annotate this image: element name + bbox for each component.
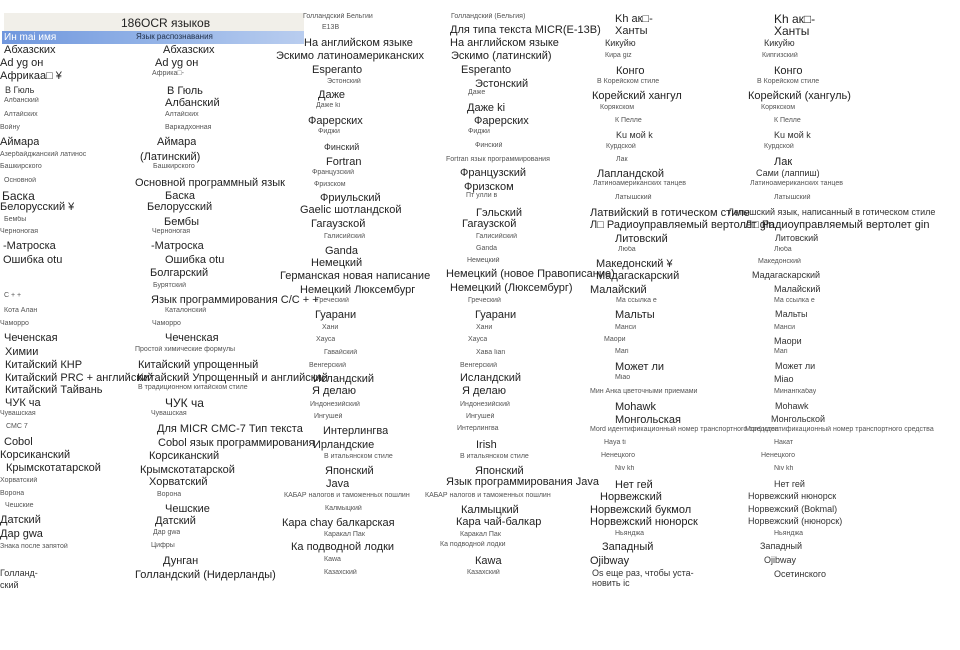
language-item[interactable]: Бембы: [164, 216, 199, 228]
language-item[interactable]: Даже: [318, 89, 346, 101]
language-item[interactable]: Конго: [616, 65, 645, 77]
language-item[interactable]: Норвежский (Bokmal): [748, 504, 838, 514]
language-item[interactable]: ЧУК ча: [5, 397, 41, 409]
language-item[interactable]: Гэльский: [476, 207, 523, 219]
language-item[interactable]: К Пелле: [615, 117, 642, 124]
language-item[interactable]: Западный: [760, 541, 803, 551]
language-item[interactable]: Мальты: [615, 309, 655, 321]
language-item[interactable]: Irish: [476, 439, 497, 451]
language-item[interactable]: Курдской: [764, 143, 794, 150]
language-item[interactable]: Кара чай-балкар: [456, 516, 542, 528]
language-item[interactable]: Кawa: [475, 555, 502, 567]
language-item[interactable]: Аймара: [157, 136, 197, 148]
language-item[interactable]: Haya ti: [604, 439, 626, 446]
language-item[interactable]: Немецкий (новое Правописание): [446, 268, 615, 280]
language-item[interactable]: Ошибка otu: [165, 254, 225, 266]
language-item[interactable]: Фриульский: [320, 192, 381, 204]
language-item[interactable]: Фиджи: [468, 128, 490, 135]
language-item[interactable]: Дунган: [163, 555, 199, 567]
language-item[interactable]: Cobol: [4, 436, 33, 448]
language-item[interactable]: Малайский: [590, 284, 647, 296]
language-item[interactable]: Азербайджанский латинос: [0, 151, 87, 158]
language-item[interactable]: Mari: [615, 348, 629, 355]
language-item[interactable]: Гуарани: [315, 309, 357, 321]
language-item[interactable]: Фарерских: [308, 115, 363, 127]
language-item[interactable]: Монгольская: [615, 414, 681, 426]
language-item[interactable]: Нет гей: [615, 479, 653, 491]
language-item[interactable]: Германская новая написание: [280, 270, 431, 282]
language-item[interactable]: Ингушей: [466, 413, 495, 420]
list-title: 186OCR языков: [121, 16, 211, 30]
language-item[interactable]: Ganda: [476, 245, 498, 252]
language-item[interactable]: Даже ki: [467, 102, 506, 114]
language-item[interactable]: Ма ссылка е: [774, 297, 815, 304]
language-column-1: [0, 0, 154, 650]
language-item[interactable]: Мадагаскарский: [752, 270, 821, 280]
language-item[interactable]: Простой химические формулы: [135, 346, 236, 353]
language-item[interactable]: Немецкий (Люксембург): [450, 282, 573, 294]
language-item[interactable]: Кикуйю: [764, 38, 795, 48]
language-item[interactable]: Бембы: [4, 216, 27, 223]
language-item[interactable]: Ворона: [157, 491, 182, 498]
language-item[interactable]: Ganda: [325, 245, 359, 257]
language-item[interactable]: Лак: [774, 156, 793, 168]
language-item[interactable]: Черноногая: [152, 228, 191, 235]
language-item[interactable]: Литовский: [615, 233, 668, 245]
language-item[interactable]: Македонский: [758, 258, 801, 265]
language-item[interactable]: Niv kh: [774, 465, 794, 472]
language-item[interactable]: Алтайских: [165, 111, 199, 118]
language-item[interactable]: Ненецкого: [601, 452, 636, 459]
language-item[interactable]: Os еще раз, чтобы уста-: [592, 568, 694, 578]
language-item[interactable]: Эстонский: [475, 78, 529, 90]
language-item[interactable]: Норвежский нюнорск: [590, 516, 698, 528]
language-item[interactable]: Латышский: [615, 194, 652, 201]
language-item[interactable]: Корейский (хангуль): [748, 90, 851, 102]
language-item[interactable]: В традиционном китайском стиле: [138, 384, 248, 391]
language-item[interactable]: Хауса: [316, 336, 336, 343]
language-item[interactable]: Чувашская: [151, 410, 187, 417]
language-item[interactable]: Японский: [475, 465, 524, 477]
language-item[interactable]: Корейский хангул: [592, 90, 682, 102]
language-item[interactable]: Ингушей: [314, 413, 343, 420]
language-item[interactable]: Kh ак□-: [774, 13, 816, 26]
language-item[interactable]: Французский: [312, 169, 354, 176]
language-item[interactable]: Гуарани: [475, 309, 517, 321]
language-item[interactable]: Кawa: [324, 556, 341, 563]
language-item[interactable]: Даже: [468, 89, 486, 96]
language-item[interactable]: Китайский КНР: [5, 359, 83, 371]
language-item[interactable]: Абхазских: [163, 44, 215, 56]
language-item[interactable]: Хани: [476, 324, 493, 331]
language-item[interactable]: Латышский: [774, 194, 811, 201]
language-item[interactable]: Miao: [615, 374, 631, 381]
language-item[interactable]: Я делаю: [312, 385, 356, 397]
language-item[interactable]: Хани: [322, 324, 339, 331]
language-item[interactable]: Сами (лаппиш): [756, 168, 820, 178]
language-item[interactable]: Чешские: [5, 502, 34, 509]
language-item[interactable]: Голландский Бельгии: [303, 13, 373, 20]
language-item[interactable]: Македонский ¥: [596, 258, 673, 270]
language-column-3: [276, 0, 431, 650]
language-item[interactable]: Знака после запятой: [0, 543, 68, 550]
language-item[interactable]: Китайский Тайвань: [5, 384, 103, 396]
language-item[interactable]: Венгерский: [460, 362, 497, 369]
language-item[interactable]: Крымскотатарской: [140, 464, 235, 476]
language-item[interactable]: Лапландской: [597, 168, 665, 180]
language-item[interactable]: Java: [326, 478, 350, 490]
language-item[interactable]: Алтайских: [4, 111, 38, 118]
language-item[interactable]: Кипгизский: [762, 52, 798, 59]
language-item[interactable]: Фарерских: [474, 115, 529, 127]
language-item[interactable]: Чеченская: [165, 332, 219, 344]
language-item[interactable]: Ньянджа: [774, 530, 804, 537]
language-item[interactable]: Галисийский: [324, 233, 365, 240]
language-item[interactable]: Войну: [0, 124, 20, 131]
language-item[interactable]: Fortran язык программирования: [446, 156, 550, 163]
language-item[interactable]: CMC 7: [6, 423, 28, 430]
language-item[interactable]: Хава Iian: [476, 349, 506, 356]
language-item[interactable]: Нет гей: [774, 479, 805, 489]
language-item[interactable]: Индонезийский: [310, 401, 360, 408]
language-item[interactable]: В Гюль: [167, 85, 203, 97]
language-item[interactable]: Баска: [2, 190, 35, 203]
language-item[interactable]: Cobol язык программирования: [158, 437, 315, 449]
language-item[interactable]: новить ic: [592, 578, 630, 588]
language-item[interactable]: Fortran: [326, 156, 362, 168]
language-item[interactable]: Дар gwa: [0, 528, 43, 540]
language-item[interactable]: Греческий: [468, 297, 501, 304]
language-item[interactable]: Эстонский: [327, 78, 361, 85]
language-item[interactable]: Ханты: [774, 25, 810, 38]
language-item[interactable]: Л□ Радиоуправляемый вертолет gin: [745, 219, 930, 231]
language-item[interactable]: ский: [0, 580, 19, 590]
language-item[interactable]: Гагаузской: [462, 218, 517, 230]
language-item[interactable]: Корсиканский: [0, 449, 71, 461]
language-item[interactable]: Норвежский букмол: [590, 504, 692, 516]
language-item[interactable]: Галисийский: [476, 233, 517, 240]
language-item[interactable]: Esperanto: [461, 64, 512, 76]
language-item[interactable]: Ad yg он: [0, 57, 44, 69]
language-item[interactable]: КАБАР налогов и таможенных пошлин: [284, 492, 410, 499]
language-item[interactable]: Для MICR CMC-7 Тип текста: [157, 423, 303, 435]
language-item[interactable]: Фризском: [464, 181, 514, 193]
language-item[interactable]: Кара chay балкарская: [282, 517, 395, 529]
language-item[interactable]: Башкирского: [153, 163, 195, 170]
language-item[interactable]: Малайский: [774, 284, 821, 294]
language-item[interactable]: Mohawk: [775, 401, 809, 411]
language-item[interactable]: Язык программирования C/C + +: [151, 294, 319, 306]
language-item[interactable]: Хорватский: [149, 476, 208, 488]
language-item[interactable]: Mord идентификационный номер транспортного средства: [590, 426, 779, 433]
language-item[interactable]: Китайский PRC + английский: [5, 372, 154, 384]
language-item[interactable]: Ма ссылка е: [616, 297, 657, 304]
language-item[interactable]: Финский: [324, 142, 360, 152]
language-item[interactable]: Miao: [774, 374, 794, 384]
selected-row-name[interactable]: Ин mai имя: [4, 32, 57, 43]
language-item[interactable]: Монгольской: [771, 414, 825, 424]
language-item[interactable]: Эскимо латиноамериканских: [276, 50, 425, 62]
language-item[interactable]: Чаморро: [0, 320, 29, 327]
language-item[interactable]: Исландский: [313, 373, 375, 385]
language-item[interactable]: Для типа текста MICR(E-13B): [450, 24, 601, 36]
language-item[interactable]: Манси: [774, 324, 796, 331]
language-item[interactable]: E13B: [322, 24, 340, 31]
language-item[interactable]: Минангкабау: [774, 388, 817, 395]
language-item[interactable]: Индонезийский: [460, 401, 510, 408]
language-item[interactable]: Белорусский ¥: [0, 201, 75, 213]
language-item[interactable]: Основной программный язык: [135, 177, 285, 189]
language-item[interactable]: Хорватский: [0, 477, 38, 484]
language-item[interactable]: Kh ак□-: [615, 13, 653, 25]
language-item[interactable]: Я делаю: [462, 385, 506, 397]
language-item[interactable]: Niv kh: [615, 465, 635, 472]
language-item[interactable]: Японский: [325, 465, 374, 477]
language-item[interactable]: Язык программирования Java: [446, 476, 600, 488]
language-item[interactable]: Кира giz: [605, 52, 632, 59]
language-item[interactable]: Ojibway: [764, 555, 797, 565]
language-item[interactable]: Ad yg он: [155, 57, 199, 69]
language-item[interactable]: В итальянском стиле: [324, 453, 393, 460]
language-column-5: [590, 0, 779, 650]
language-item[interactable]: Албанский: [165, 97, 220, 109]
language-item[interactable]: Корякском: [600, 104, 635, 111]
language-item[interactable]: Абхазских: [4, 44, 56, 56]
language-item[interactable]: Даже ki: [316, 102, 341, 109]
language-item[interactable]: Крымскотатарской: [6, 462, 101, 474]
language-item[interactable]: Фиджи: [318, 128, 340, 135]
language-item[interactable]: Осетинского: [774, 569, 826, 579]
language-item[interactable]: -Матроска: [151, 240, 204, 252]
language-item[interactable]: Mord идентификационный номер транспортного средства: [745, 426, 934, 433]
language-item[interactable]: Баска: [165, 190, 196, 202]
language-item[interactable]: Датский: [155, 515, 196, 527]
selected-row-language[interactable]: Язык распознавания: [136, 32, 213, 41]
language-item[interactable]: Чувашская: [0, 410, 36, 417]
language-item[interactable]: Ворона: [0, 490, 25, 497]
language-item[interactable]: Может ли: [775, 361, 816, 371]
language-item[interactable]: Мадагаскарский: [596, 270, 680, 282]
language-item[interactable]: Ка подводной лодки: [440, 541, 506, 548]
language-item[interactable]: C + +: [4, 292, 22, 299]
language-item[interactable]: Интерлингва: [457, 425, 499, 432]
language-item[interactable]: Эскимо (латинский): [451, 50, 552, 62]
language-item[interactable]: Гагаузской: [311, 218, 366, 230]
language-item[interactable]: Маори: [604, 336, 626, 343]
language-item[interactable]: Варкадхонная: [165, 124, 212, 131]
language-item[interactable]: Африкаа□ ¥: [0, 70, 62, 82]
language-item[interactable]: Манси: [615, 324, 637, 331]
language-item[interactable]: Литовский: [775, 233, 819, 243]
language-item[interactable]: Китайский Упрощенный и английский: [137, 372, 328, 384]
language-item[interactable]: Цифры: [151, 542, 175, 549]
language-item[interactable]: Китайский упрощенный: [138, 359, 259, 371]
language-item[interactable]: -Матроска: [3, 240, 56, 252]
language-item[interactable]: Кота Алан: [4, 307, 38, 314]
language-item[interactable]: ЧУК ча: [165, 397, 204, 410]
language-item[interactable]: Немецкий: [467, 257, 500, 264]
language-item[interactable]: На английском языке: [450, 37, 559, 49]
language-item[interactable]: Чешские: [165, 503, 210, 515]
language-item[interactable]: Маори: [774, 336, 802, 346]
language-item[interactable]: Голландский (Бельгия): [451, 13, 526, 20]
language-item[interactable]: Ньянджа: [615, 530, 645, 537]
language-item[interactable]: В Гюль: [5, 85, 35, 95]
language-item[interactable]: Фризском: [314, 181, 346, 188]
language-item[interactable]: Латиноамериканских танцев: [750, 180, 843, 187]
language-item[interactable]: Ка подводной лодки: [291, 541, 395, 553]
language-item[interactable]: Gaelic шотландской: [300, 204, 402, 216]
language-item[interactable]: Основной: [4, 177, 37, 184]
language-item[interactable]: Л□ Радиоуправляемый вертолет gin: [590, 219, 775, 231]
language-item[interactable]: Норвежский (нюнорск): [748, 516, 843, 526]
language-item[interactable]: Mari: [774, 348, 788, 355]
language-item[interactable]: В Корейском стиле: [597, 78, 660, 85]
language-item[interactable]: Ошибка otu: [3, 254, 63, 266]
language-item[interactable]: Корякском: [761, 104, 796, 111]
language-item[interactable]: Курдской: [606, 143, 636, 150]
language-item[interactable]: Казахский: [324, 569, 357, 576]
language-item[interactable]: Голландский (Нидерланды): [135, 569, 276, 581]
language-item[interactable]: В итальянском стиле: [460, 453, 529, 460]
language-item[interactable]: Ханты: [615, 25, 648, 37]
language-item[interactable]: Исландский: [460, 372, 522, 384]
language-item[interactable]: Лак: [616, 156, 628, 163]
language-item[interactable]: Esperanto: [312, 64, 363, 76]
language-item[interactable]: Может ли: [615, 361, 665, 373]
language-item[interactable]: Каракал Пак: [460, 531, 501, 538]
language-item[interactable]: Голланд-: [0, 568, 38, 578]
language-item[interactable]: Mohawk: [615, 401, 656, 413]
language-item[interactable]: Интерлингва: [323, 425, 389, 437]
language-item[interactable]: Латиноамериканских танцев: [593, 180, 686, 187]
language-item[interactable]: Люба: [618, 246, 636, 253]
language-item[interactable]: Чеченская: [4, 332, 58, 344]
language-item[interactable]: Люба: [774, 246, 792, 253]
language-item[interactable]: Норвежский нюнорск: [748, 491, 837, 501]
language-item[interactable]: Ku мой k: [616, 130, 653, 140]
language-item[interactable]: Калмыцкий: [325, 505, 362, 512]
language-item[interactable]: Накат: [774, 439, 794, 446]
language-item[interactable]: Казахский: [467, 569, 500, 576]
language-item[interactable]: Латышский язык, написанный в готическом стиле: [728, 207, 936, 217]
language-item[interactable]: Греческий: [316, 297, 349, 304]
language-item[interactable]: В Корейском стиле: [757, 78, 820, 85]
language-item[interactable]: Французский: [460, 167, 526, 179]
language-item[interactable]: Западный: [602, 541, 654, 553]
language-item[interactable]: Мин Анка цветочными приемами: [590, 388, 698, 395]
language-item[interactable]: На английском языке: [304, 37, 413, 49]
language-item[interactable]: Немецкий Люксембург: [300, 284, 416, 296]
language-item[interactable]: Ненецкого: [761, 452, 796, 459]
language-item[interactable]: Норвежский: [600, 491, 662, 503]
language-item[interactable]: Ku мой k: [774, 130, 811, 140]
language-item[interactable]: Химии: [5, 346, 39, 358]
language-item[interactable]: Хауса: [468, 336, 488, 343]
language-item[interactable]: Каракал Пак: [324, 531, 365, 538]
language-item[interactable]: Мальты: [775, 309, 808, 319]
language-item[interactable]: Белорусский: [147, 201, 213, 213]
language-item[interactable]: (Латинский): [140, 151, 201, 163]
language-item[interactable]: Ojibway: [590, 555, 630, 567]
language-item[interactable]: Черноногая: [0, 228, 39, 235]
language-item[interactable]: Корсиканский: [149, 450, 220, 462]
language-item[interactable]: Датский: [0, 514, 41, 526]
language-item[interactable]: Финский: [475, 142, 503, 149]
language-item[interactable]: КАБАР налогов и таможенных пошлин: [425, 492, 551, 499]
language-item[interactable]: Болгарский: [150, 267, 209, 279]
language-item[interactable]: Гавайский: [324, 349, 358, 356]
language-item[interactable]: К Пелле: [774, 117, 801, 124]
language-item[interactable]: Немецкий: [311, 257, 363, 269]
language-item[interactable]: Африка□-: [152, 70, 184, 77]
language-item[interactable]: Аймара: [0, 136, 40, 148]
language-item[interactable]: Дар gwa: [153, 529, 181, 536]
language-item[interactable]: Албанский: [4, 97, 39, 104]
language-item[interactable]: Башкирского: [0, 163, 42, 170]
language-item[interactable]: Каталонский: [165, 307, 207, 314]
language-item[interactable]: Чаморро: [152, 320, 181, 327]
language-item[interactable]: Пт улли в: [466, 192, 498, 199]
language-item[interactable]: Ирландские: [313, 439, 375, 451]
language-column-6: [724, 0, 960, 650]
language-item[interactable]: Венгерский: [309, 362, 346, 369]
language-item[interactable]: Кикуйю: [605, 38, 636, 48]
language-item[interactable]: Конго: [774, 65, 803, 77]
language-item[interactable]: Калмыцкий: [461, 504, 519, 516]
language-item[interactable]: Латвийский в готическом стиле: [590, 207, 750, 219]
language-item[interactable]: Бурятский: [153, 282, 186, 289]
